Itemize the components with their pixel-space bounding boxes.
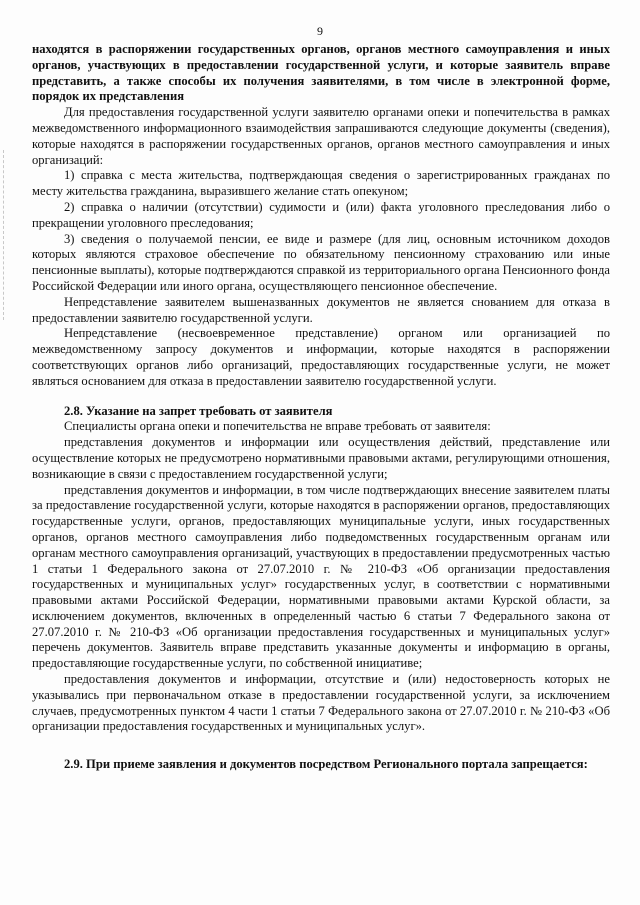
list-item-residence-certificate: 1) справка с места жительства, подтверждающая сведения о зарегистрированных гражданах по месту жительства гражданина, выразившего желание стать опекуном;	[32, 168, 610, 199]
intro-heading: находятся в распоряжении государственных органов, органов местного самоуправления и иных органов, участвующих в предоставлении государственной услуги, и которые заявитель вправе представить, а также способы их получения заявителями, в том числе в электронной форме, порядок их представления	[32, 42, 610, 104]
section-heading-2-9: 2.9. При приеме заявления и документов посредством Регионального портала запрещается:	[64, 757, 588, 772]
paragraph-prohibition-intro: Специалисты органа опеки и попечительства не вправе требовать от заявителя:	[64, 419, 491, 434]
list-item-criminal-record-certificate: 2) справка о наличии (отсутствии) судимости и (или) факта уголовного преследования либо о прекращении уголовного преследования;	[32, 199, 610, 230]
page-number: 9	[317, 24, 323, 38]
spacer	[32, 390, 610, 404]
paragraph-non-submission-agency: Непредставление (несвоевременное представление) органом или организацией по межведомственному запросу документов и информации, которые находятся в распоряжении соответствующих органов либо организаций, предоставляющих государственные услуги, не может являться основанием для отказа в предоставлении заявителю государственной услуги.	[32, 326, 610, 388]
section-heading-2-8: 2.8. Указание на запрет требовать от заявителя	[64, 403, 333, 418]
paragraph-non-submission-applicant: Непредставление заявителем вышеназванных документов не является снованием для отказа в предоставлении заявителю государственной услуги.	[32, 294, 610, 325]
paragraph-prohibition-2: представления документов и информации, в том числе подтверждающих внесение заявителем платы за предоставление государственной услуги, которые находятся в распоряжении органов, предоставляющих государственные услуги, органов, предоставляющих муниципальные услуги, иных государственных органов, органов местного самоуправления либо подведомственных государственным органам или органам местного самоуправления организаций, участвующих в предоставлении предусмотренных частью 1 статьи 1 Федерального закона от 27.07.2010 г. № 210-ФЗ «Об организации предоставления государственных и муниципальных услуг» государственных услуг, в соответствии с нормативными правовыми актами Российской Федерации, нормативными правовыми актами Курской области, за исключением документов, включенных в определенный частью 6 статьи 7 Федерального закона от 27.07.2010 г. № 210-ФЗ «Об организации предоставления государственных и муниципальных услуг» перечень документов. Заявитель вправе представить указанные документы и информацию в органы, предоставляющие государственные услуги, по собственной инициативе;	[32, 482, 610, 671]
list-item-pension-information: 3) сведения о получаемой пенсии, ее виде и размере (для лиц, основным источником доходов которых являются страховое обеспечение по обязательному пенсионному страхованию или иные пенсионные выплаты), которые подтверждаются справкой из территориального органа Пенсионного фонда Российской Федерации или иного органа, осуществляющего пенсионное обеспечение.	[32, 231, 610, 293]
spacer	[32, 735, 610, 757]
paragraph-prohibition-1: представления документов и информации или осуществления действий, представление или осуществление которых не предусмотрено нормативными правовыми актами, регулирующими отношения, возникающие в связи с предоставлением государственной услуги;	[32, 435, 610, 481]
document-body	[32, 42, 610, 773]
paragraph-prohibition-3: предоставления документов и информации, отсутствие и (или) недостоверность которых не указывались при первоначальном отказе в предоставлении государственной услуги, за исключением случаев, предусмотренных пунктом 4 части 1 статьи 7 Федерального закона от 27.07.2010 г. № 210-ФЗ «Об организации предоставления государственных и муниципальных услуг».	[32, 672, 610, 734]
paragraph-interagency-request: Для предоставления государственной услуги заявителю органами опеки и попечительства в рамках межведомственного информационного взаимодействия запрашиваются следующие документы (сведения), которые находятся в распоряжении государственных органов, органов местного самоуправления и иных организаций:	[32, 105, 610, 167]
margin-scan-mark	[3, 150, 5, 320]
